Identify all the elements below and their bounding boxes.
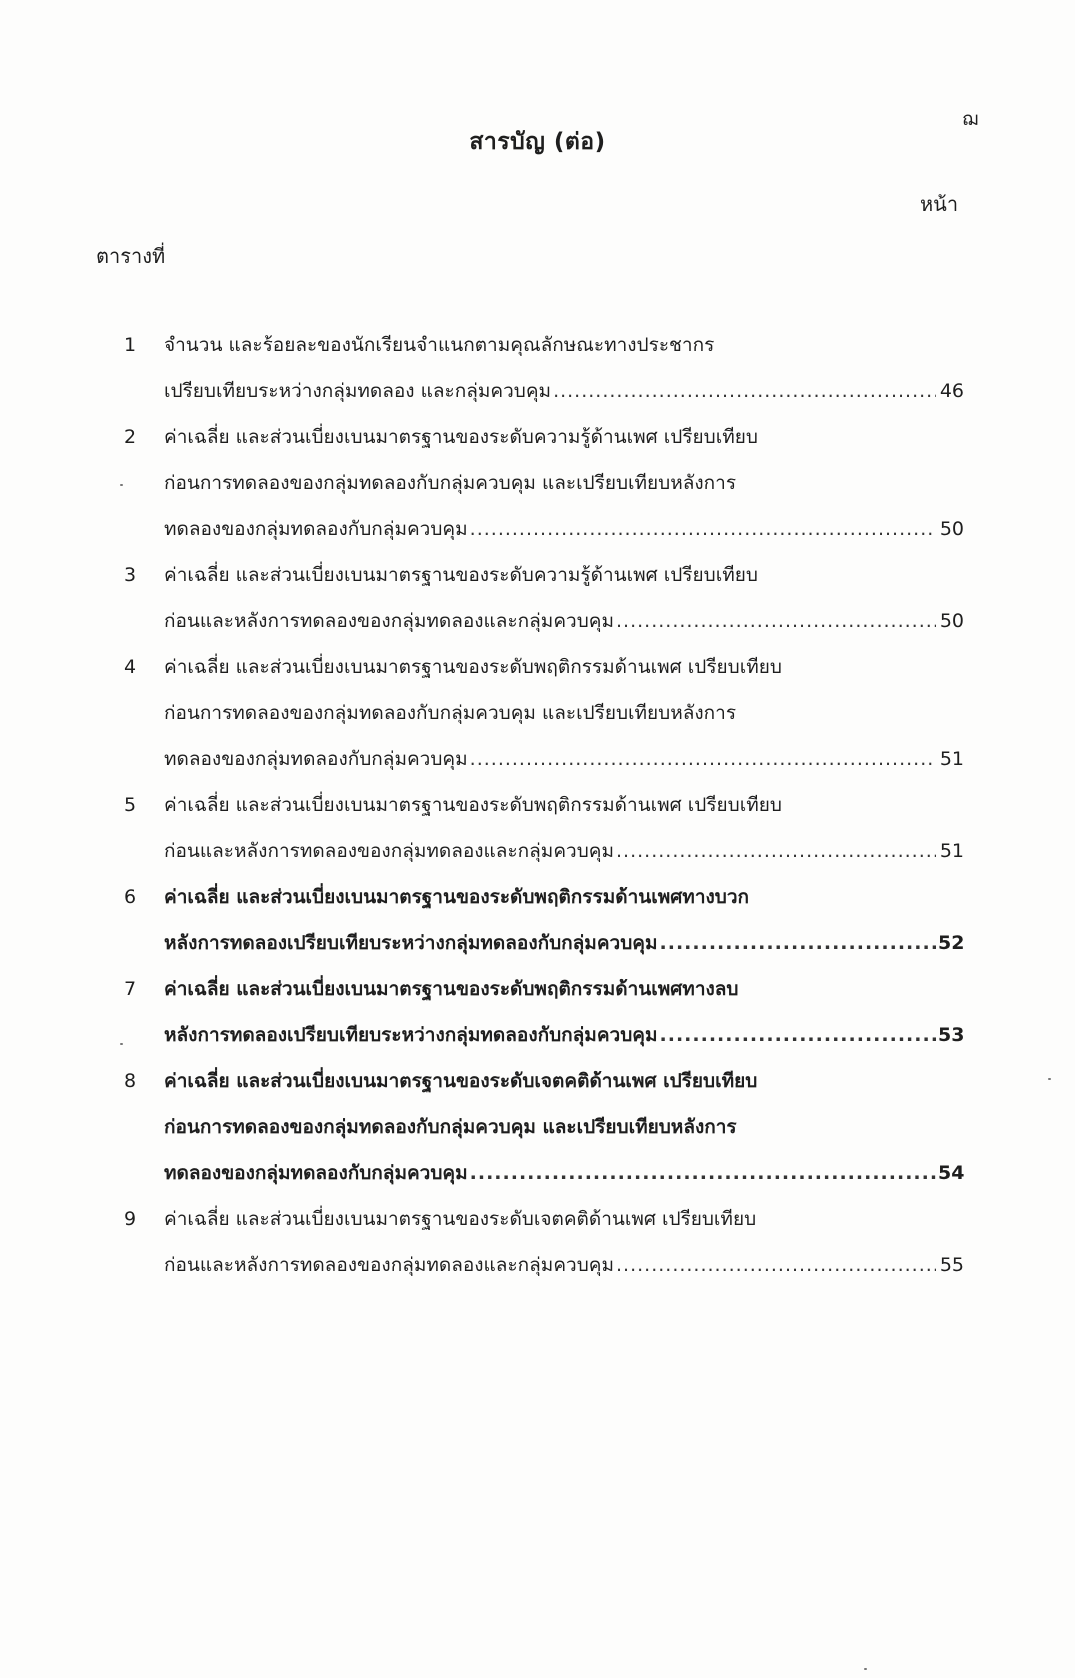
entry-line: ก่อนการทดลองของกลุ่มทดลองกับกลุ่มควบคุม และเปรียบเทียบหลังการ — [164, 702, 737, 724]
entry-page-number: 51 — [939, 748, 964, 770]
dot-leader — [470, 506, 936, 552]
dot-leader — [660, 920, 936, 966]
entry-last-line — [164, 828, 964, 874]
table-number: 2 — [123, 426, 137, 448]
entry-text — [164, 782, 964, 874]
entry-text — [164, 1196, 964, 1288]
table-number: 9 — [123, 1208, 137, 1230]
entry-line: ก่อนการทดลองของกลุ่มทดลองกับกลุ่มควบคุม และเปรียบเทียบหลังการ — [164, 1116, 737, 1138]
table-number: 7 — [123, 978, 137, 1000]
entry-line: ทดลองของกลุ่มทดลองกับกลุ่มควบคุม — [164, 748, 468, 770]
entry-line: ค่าเฉลี่ย และส่วนเบี่ยงเบนมาตรฐานของระดับพฤติกรรมด้านเพศทางบวก — [164, 886, 750, 908]
toc-entry — [0, 1058, 1075, 1196]
scan-speck — [864, 1668, 867, 1670]
entry-line: ค่าเฉลี่ย และส่วนเบี่ยงเบนมาตรฐานของระดับพฤติกรรมด้านเพศ เปรียบเทียบ — [164, 656, 782, 678]
dot-leader — [616, 828, 936, 874]
toc-entries — [0, 322, 1075, 1288]
entry-last-line — [164, 1242, 964, 1288]
entry-line: ก่อนและหลังการทดลองของกลุ่มทดลองและกลุ่มควบคุม — [164, 1254, 614, 1276]
entry-page-number: 50 — [939, 610, 964, 632]
table-number: 3 — [123, 564, 137, 586]
entry-page-number: 50 — [939, 518, 964, 540]
entry-line: ค่าเฉลี่ย และส่วนเบี่ยงเบนมาตรฐานของระดับเจตคติด้านเพศ เปรียบเทียบ — [164, 1070, 758, 1092]
table-number: 4 — [123, 656, 137, 678]
entry-line: หลังการทดลองเปรียบเทียบระหว่างกลุ่มทดลองกับกลุ่มควบคุม — [164, 932, 658, 954]
entry-last-line — [164, 1150, 964, 1196]
dot-leader — [553, 368, 936, 414]
entry-page-number: 53 — [938, 1024, 964, 1046]
entry-line: ค่าเฉลี่ย และส่วนเบี่ยงเบนมาตรฐานของระดับความรู้ด้านเพศ เปรียบเทียบ — [164, 564, 758, 586]
entry-line: ก่อนและหลังการทดลองของกลุ่มทดลองและกลุ่มควบคุม — [164, 840, 614, 862]
toc-entry — [0, 874, 1075, 966]
dot-leader — [470, 736, 936, 782]
toc-entry — [0, 1196, 1075, 1288]
entry-page-number: 55 — [939, 1254, 964, 1276]
table-number: 1 — [123, 334, 137, 356]
entry-line: ก่อนการทดลองของกลุ่มทดลองกับกลุ่มควบคุม และเปรียบเทียบหลังการ — [164, 472, 737, 494]
entry-last-line — [164, 920, 964, 966]
entry-line: ทดลองของกลุ่มทดลองกับกลุ่มควบคุม — [164, 518, 468, 540]
entry-line: ค่าเฉลี่ย และส่วนเบี่ยงเบนมาตรฐานของระดับเจตคติด้านเพศ เปรียบเทียบ — [164, 1208, 757, 1230]
entry-last-line — [164, 506, 964, 552]
entry-last-line — [164, 368, 964, 414]
entry-page-number: 54 — [938, 1162, 964, 1184]
scan-speck — [120, 484, 123, 486]
table-column-heading: ตารางที่ — [96, 244, 166, 268]
entry-line: ค่าเฉลี่ย และส่วนเบี่ยงเบนมาตรฐานของระดับพฤติกรรมด้านเพศทางลบ — [164, 978, 739, 1000]
page-title: สารบัญ (ต่อ) — [469, 129, 606, 155]
dot-leader — [616, 1242, 936, 1288]
entry-line: ทดลองของกลุ่มทดลองกับกลุ่มควบคุม — [164, 1162, 468, 1184]
entry-text — [164, 966, 964, 1058]
toc-entry — [0, 644, 1075, 782]
table-number: 5 — [123, 794, 137, 816]
entry-page-number: 51 — [939, 840, 964, 862]
toc-entry — [0, 966, 1075, 1058]
entry-text — [164, 1058, 964, 1196]
dot-leader — [660, 1012, 936, 1058]
entry-line: เปรียบเทียบระหว่างกลุ่มทดลอง และกลุ่มควบคุม — [164, 380, 552, 402]
toc-entry — [0, 414, 1075, 552]
toc-entry — [0, 322, 1075, 414]
scan-speck — [120, 1043, 123, 1045]
entry-page-number: 52 — [938, 932, 964, 954]
toc-entry — [0, 782, 1075, 874]
entry-line: จำนวน และร้อยละของนักเรียนจำแนกตามคุณลักษณะทางประชากร — [164, 334, 715, 356]
entry-line: ค่าเฉลี่ย และส่วนเบี่ยงเบนมาตรฐานของระดับความรู้ด้านเพศ เปรียบเทียบ — [164, 426, 758, 448]
page-number-letter: ฌ — [962, 108, 979, 130]
page-column-heading: หน้า — [920, 192, 959, 216]
entry-text — [164, 552, 964, 644]
entry-text — [164, 874, 964, 966]
dot-leader — [616, 598, 936, 644]
entry-last-line — [164, 1012, 964, 1058]
entry-last-line — [164, 598, 964, 644]
entry-line: หลังการทดลองเปรียบเทียบระหว่างกลุ่มทดลองกับกลุ่มควบคุม — [164, 1024, 658, 1046]
entry-text — [164, 414, 964, 552]
dot-leader — [470, 1150, 936, 1196]
entry-last-line — [164, 736, 964, 782]
scan-speck — [1048, 1078, 1051, 1080]
toc-entry — [0, 552, 1075, 644]
entry-page-number: 46 — [939, 380, 964, 402]
table-number: 6 — [123, 886, 137, 908]
entry-line: ก่อนและหลังการทดลองของกลุ่มทดลองและกลุ่มควบคุม — [164, 610, 614, 632]
table-number: 8 — [123, 1070, 137, 1092]
entry-text — [164, 644, 964, 782]
entry-line: ค่าเฉลี่ย และส่วนเบี่ยงเบนมาตรฐานของระดับพฤติกรรมด้านเพศ เปรียบเทียบ — [164, 794, 782, 816]
entry-text — [164, 322, 964, 414]
